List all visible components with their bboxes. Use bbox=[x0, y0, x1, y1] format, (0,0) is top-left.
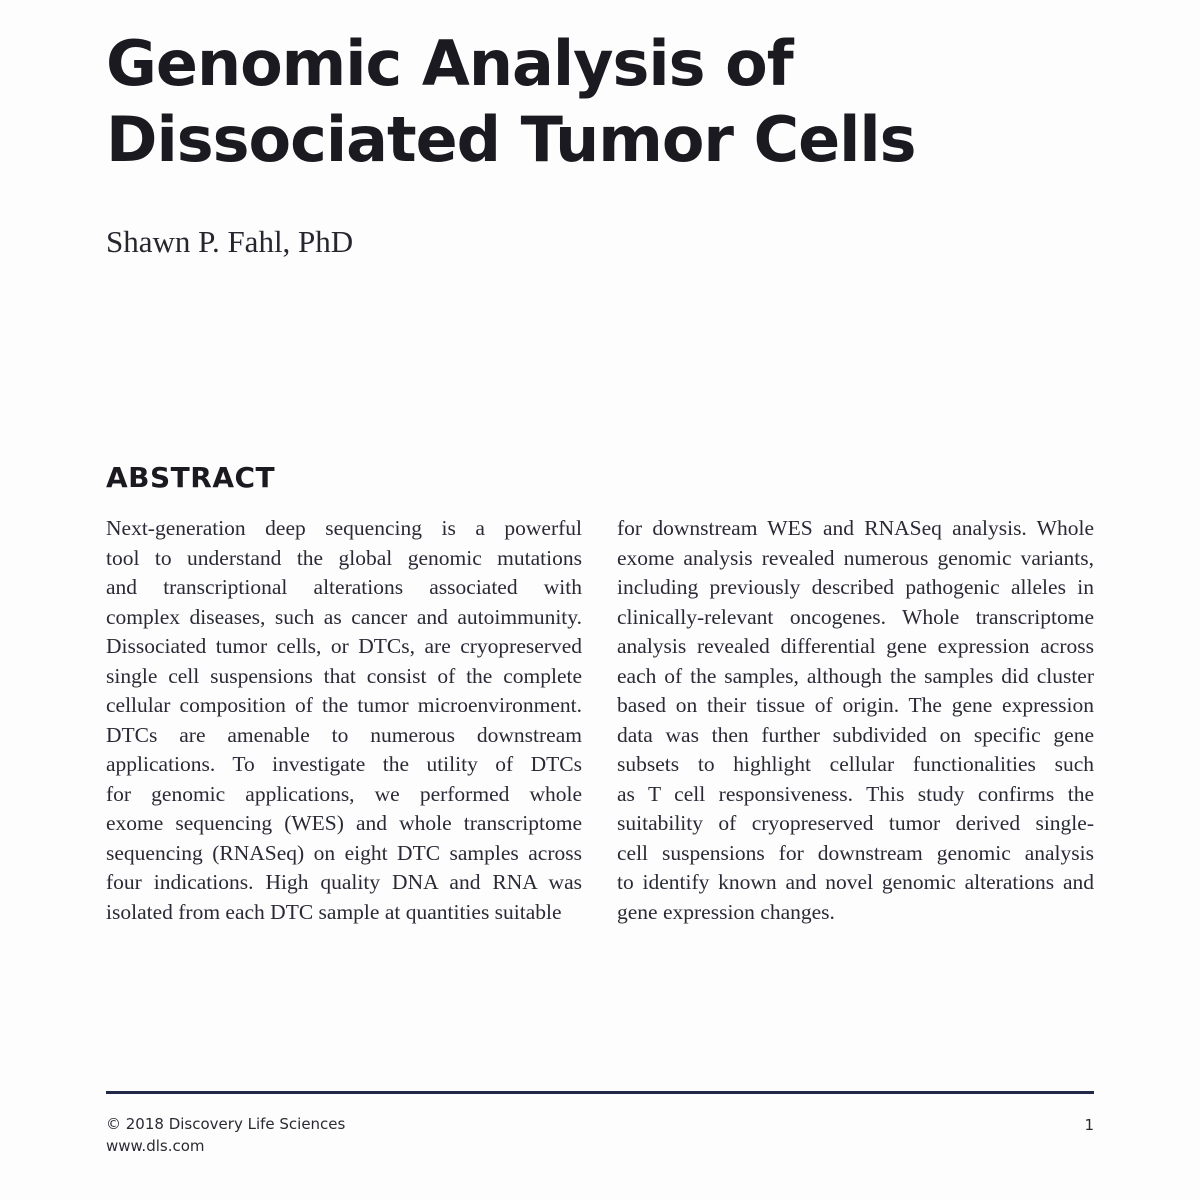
abstract-line: applications. To investigate the utility of DTCs bbox=[106, 752, 582, 776]
author-name: Shawn P. Fahl, PhD bbox=[106, 224, 354, 259]
title-line-2: Dissociated Tumor Cells bbox=[106, 103, 916, 176]
abstract-line: Dissociated tumor cells, or DTCs, are cryopreserved bbox=[106, 634, 582, 658]
abstract-line: as T cell responsiveness. This study confirms the bbox=[617, 781, 1094, 806]
website-link[interactable]: www.dls.com bbox=[106, 1137, 205, 1155]
abstract-line: tool to understand the global genomic mutations bbox=[106, 545, 582, 570]
abstract-line: DTCs are amenable to numerous downstream bbox=[106, 722, 582, 747]
abstract-line: analysis revealed differential gene expression across bbox=[617, 634, 1094, 658]
page-title bbox=[106, 26, 1106, 178]
abstract-line: to identify known and novel genomic alterations and bbox=[617, 870, 1094, 894]
page-number: 1 bbox=[1084, 1116, 1094, 1134]
abstract-line: complex diseases, such as cancer and autoimmunity. bbox=[106, 604, 582, 629]
abstract-line: for downstream WES and RNASeq analysis. Whole bbox=[617, 516, 1094, 540]
abstract-line: exome sequencing (WES) and whole transcriptome bbox=[106, 811, 582, 835]
abstract-line: sequencing (RNASeq) on eight DTC samples across bbox=[106, 840, 582, 865]
title-line-1: Genomic Analysis of bbox=[106, 27, 793, 100]
abstract-line: four indications. High quality DNA and RNA was bbox=[106, 870, 582, 894]
abstract-line: and transcriptional alterations associated with bbox=[106, 575, 582, 599]
abstract-line: each of the samples, although the samples did cluster bbox=[617, 663, 1094, 688]
abstract-line: cell suspensions for downstream genomic analysis bbox=[617, 840, 1094, 865]
copyright-text: © 2018 Discovery Life Sciences bbox=[106, 1115, 346, 1133]
abstract-line: based on their tissue of origin. The gene expression bbox=[617, 693, 1094, 717]
abstract-line: subsets to highlight cellular functionalities such bbox=[617, 752, 1094, 776]
abstract-line: isolated from each DTC sample at quantities suitable bbox=[106, 899, 562, 924]
abstract-line: data was then further subdivided on specific gene bbox=[617, 722, 1094, 747]
footer-info bbox=[106, 1113, 345, 1157]
abstract-right-column bbox=[617, 514, 1094, 927]
abstract-line: for genomic applications, we performed whole bbox=[106, 781, 582, 806]
abstract-line: Next-generation deep sequencing is a powerful bbox=[106, 516, 582, 540]
abstract-line: cellular composition of the tumor microenvironment. bbox=[106, 693, 582, 717]
abstract-line: gene expression changes. bbox=[617, 899, 835, 924]
abstract-line: including previously described pathogenic alleles in bbox=[617, 575, 1094, 599]
abstract-line: suitability of cryopreserved tumor derived single- bbox=[617, 811, 1094, 835]
abstract-heading: ABSTRACT bbox=[106, 461, 276, 494]
abstract-line: clinically-relevant oncogenes. Whole transcriptome bbox=[617, 604, 1094, 629]
footer-divider bbox=[106, 1091, 1094, 1094]
abstract-line: single cell suspensions that consist of the complete bbox=[106, 663, 582, 688]
abstract-line: exome analysis revealed numerous genomic variants, bbox=[617, 545, 1094, 570]
abstract-left-column bbox=[106, 514, 582, 927]
